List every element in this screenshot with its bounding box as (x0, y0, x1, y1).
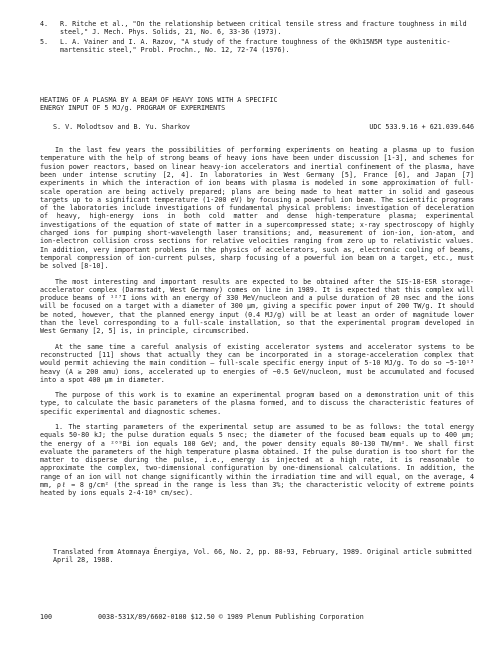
udc-code: UDC 533.9.16 + 621.039.646 (369, 122, 474, 131)
author-row (40, 123, 474, 131)
article-authors: S. V. Molodtsov and B. Yu. Sharkov (53, 122, 190, 131)
footnote-text: Translated from Atomnaya Énergiya, Vol. 66, No. 2, pp. 88-93, February, 1989. Original article submitted April 28, 1988. (53, 548, 472, 565)
translation-footnote (40, 548, 474, 565)
article-title-line-1: HEATING OF A PLASMA BY A BEAM OF HEAVY IONS WITH A SPECIFIC (40, 96, 278, 105)
article-title (40, 96, 474, 113)
publication-code: 0038-531X/89/6602-0100 $12.50 © 1989 Plenum Publishing Corporation (98, 613, 364, 621)
body-paragraph: The most interesting and important results are expected to be obtained after the SIS-18-ESR storage-accelerator complex (Darmstadt, West Germany) comes on line in 1989. It is expected that this complex will produce beams of ¹²⁷I ions with an energy of 330 MeV/nucleon and a pulse duration of 20 nsec and the ions will be focused on a target with a diameter of 300 µm, giving a specific power input of 200 TW/g. It should be noted, however, that the planned energy input (0.4 MJ/g) will be at least an order of magnitude lower than the level corresponding to a full-scale installation, so that the experimental program developed in West Germany [2, 5] is, in principle, circumscribed. (40, 277, 474, 336)
reference-number: 4. (40, 20, 49, 28)
reference-list (40, 20, 474, 54)
article-title-line-2: ENERGY INPUT OF 5 MJ/g. PROGRAM OF EXPERIMENTS (40, 104, 226, 113)
reference-number: 5. (40, 37, 49, 46)
page-number: 100 (40, 613, 53, 621)
reference-text: L. A. Vainer and I. A. Razov, "A study of the fracture toughness of the 0Kh15N5M type austenitic-martensitic steel," Probl. Prochn., No. 12, 72-74 (1976). (60, 37, 451, 54)
article-body (40, 146, 474, 498)
body-paragraph: At the same time a careful analysis of existing accelerator systems and accelerator systems to be reconstructed [11] shows that actually they can be incorporated in a storage-acceleration complex that would permit achieving the main condition — full-scale specific energy input of 5-10 MJ/g. To do so ~5·10¹³ heavy (A ≥ 200 amu) ions, accelerated up to energies of ~0.5 GeV/nucleon, must be accumulated and focused into a spot 400 µm in diameter. (40, 342, 474, 384)
body-paragraph: In the last few years the possibilities of performing experiments on heating a plasma up to fusion temperature with the help of strong beams of heavy ions have been under discussion [1-3], and schemes for fusion power reactors, based on linear heavy-ion accelerators and inertial confinement of the plasma, have been under intense scrutiny [2, 4]. In laboratories in West Germany [5], France [6], and Japan [7] experiments in which the interaction of ion beams with plasma is modeled in some approximation of full-scale operation are being actively prepared; plans are being made to heat matter in solid and gaseous targets up to a significant temperature (1-200 eV) by focusing a powerful ion beam. The scientific programs of the laboratories include investigations of fundamental physical problems: investigation of deceleration of heavy, high-energy ions in both cold matter and dense high-temperature plasma; experimental investigations of the equation of state of matter in a supercompressed state; x-ray spectroscopy of highly charged ions for pumping short-wavelength laser transitions; and, measurement of ion-ion, ion-atom, and ion-electron collision cross sections for relative velocities ranging from zero up to relativistic values. In addition, very important problems in the physics of accelerators, such as, electronic cooling of beams, temporal compression of ion-current pulses, sharp focusing of a powerful ion beam on a target, etc., must be solved [8-10]. (40, 146, 474, 271)
reference-item (40, 20, 474, 37)
page-content (40, 20, 474, 505)
reference-text: R. Ritche et al., "On the relationship between critical tensile stress and fracture toughness in mild steel," J. Mech. Phys. Solids, 21, No. 6, 33-36 (1973). (60, 20, 467, 37)
body-paragraph: The purpose of this work is to examine an experimental program based on a demonstration unit of this type, to calculate the basic parameters of the plasma formed, and to discuss the characteristic features of specific experimental and diagnostic schemes. (40, 391, 474, 416)
reference-item (40, 38, 474, 55)
page-footer (40, 613, 474, 621)
body-paragraph: 1. The starting parameters of the experimental setup are assumed to be as follows: the total energy equals 50-80 kJ; the pulse duration equals 5 nsec; the diameter of the focused beam equals up to 400 µm; the energy of a ²⁰⁹Bi ion equals 100 GeV; and, the power density equals 80-130 TW/mm². We shall first evaluate the parameters of the high temperature plasma obtained. If the pulse duration is too short for the matter to disperse during the pulse, i.e., energy is injected at a high rate, it is reasonable to approximate the complex, two-dimensional configuration by one-dimensional calculations. In addition, the range of an ion will not change significantly within the irradiation time and will equal, on the average, 4 mm, ρℓ ≈ 8 g/cm² (the spread in the range is less than 3%; the characteristic velocity of extreme points heated by ions equals 2-4·10⁶ cm/sec). (40, 422, 474, 498)
